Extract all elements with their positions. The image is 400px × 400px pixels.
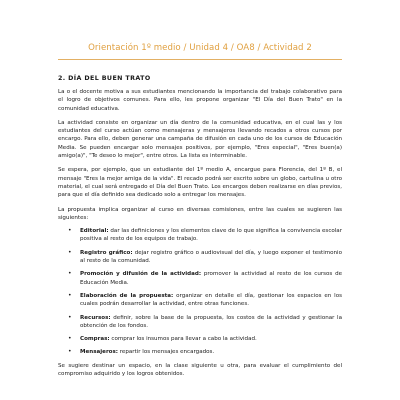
list-item	[58, 335, 342, 343]
bullet-icon: •	[68, 227, 72, 235]
paragraph-intro: La o el docente motiva a sus estudiantes mencionando la importancia del trabajo colaborativo para el logro de objetivos comunes. Para ello, les propone organizar "El Día del Buen Trato" en la comunidad educativa.	[58, 89, 342, 112]
commission-name: Promoción y difusión de la actividad:	[80, 271, 202, 278]
commission-text: definir, sobre la base de la propuesta, los costos de la actividad y gestionar la obtención de los fondos.	[80, 314, 342, 329]
bullet-icon: •	[68, 270, 72, 278]
commission-name: Elaboración de la propuesta:	[80, 292, 174, 299]
commission-name: Mensajeros:	[80, 349, 119, 356]
header-divider	[58, 59, 342, 60]
list-item	[58, 249, 342, 266]
list-item	[58, 314, 342, 331]
paragraph-activity: La actividad consiste en organizar un día dentro de la comunidad educativa, en el cual las y los estudiantes del curso actúan como mensajeras y mensajeros llevando recados a otros cursos por encargo. Para ello, deben generar una campaña de difusión en cada uno de los cursos de Educación Media. Se pueden encargar solo mensajes positivos, por ejemplo, "Eres especial", "Eres buen(a) amigo(a)", "Te deseo lo mejor", entre otros. La lista es interminable.	[58, 119, 342, 160]
commission-name: Editorial:	[80, 228, 109, 235]
commission-text: organizar en detalle el día, gestionar los espacios en los cuales podrán desarrollar la actividad, entre otras funciones.	[80, 292, 342, 308]
commission-name: Compras:	[80, 336, 110, 343]
list-item	[58, 270, 342, 287]
list-item	[58, 348, 342, 356]
commission-name: Recursos:	[80, 314, 111, 321]
commission-list	[58, 227, 342, 357]
paragraph-example: Se espera, por ejemplo, que un estudiante del 1º medio A, encargue para Florencia, del 1º B, el mensaje "Eres la mejor amiga de la vida". El recado podrá ser escrito sobre un globo, cartulina u otro material, el cual será entregado el Día del Buen Trato. Los encargos deben realizarse en días previos, para que el día definido sea dedicado solo a entregar los mensajes.	[58, 167, 342, 199]
bullet-icon: •	[68, 335, 72, 343]
bullet-icon: •	[68, 248, 72, 256]
commission-text: dejar registro gráfico o audiovisual del día, y luego exponer el testimonio al resto de la comunidad.	[80, 249, 342, 265]
commission-text: comprar los insumos para llevar a cabo la actividad.	[109, 336, 257, 343]
commission-name: Registro gráfico:	[80, 249, 133, 256]
page-header: Orientación 1º medio / Unidad 4 / OA8 / Actividad 2	[88, 43, 312, 53]
paragraph-closing: Se sugiere destinar un espacio, en la clase siguiente u otra, para evaluar el cumplimiento del compromiso adquirido y los logros obtenidos.	[58, 362, 342, 378]
list-item	[58, 227, 342, 244]
commission-text: dar las definiciones y los elementos clave de lo que significa la convivencia escolar positiva al resto de los equipos de trabajo.	[80, 228, 342, 243]
list-item	[58, 292, 342, 309]
commission-text: repartir los mensajes encargados.	[118, 349, 215, 356]
commission-text: promover la actividad al resto de los cursos de Educación Media.	[80, 271, 343, 286]
paragraph-commissions-intro: La propuesta implica organizar al curso en diversas comisiones, entre las cuales se sugieren las siguientes:	[58, 206, 342, 221]
bullet-icon: •	[68, 291, 72, 299]
section-title: 2. DÍA DEL BUEN TRATO	[58, 75, 151, 82]
bullet-icon: •	[68, 348, 72, 356]
bullet-icon: •	[68, 313, 72, 321]
